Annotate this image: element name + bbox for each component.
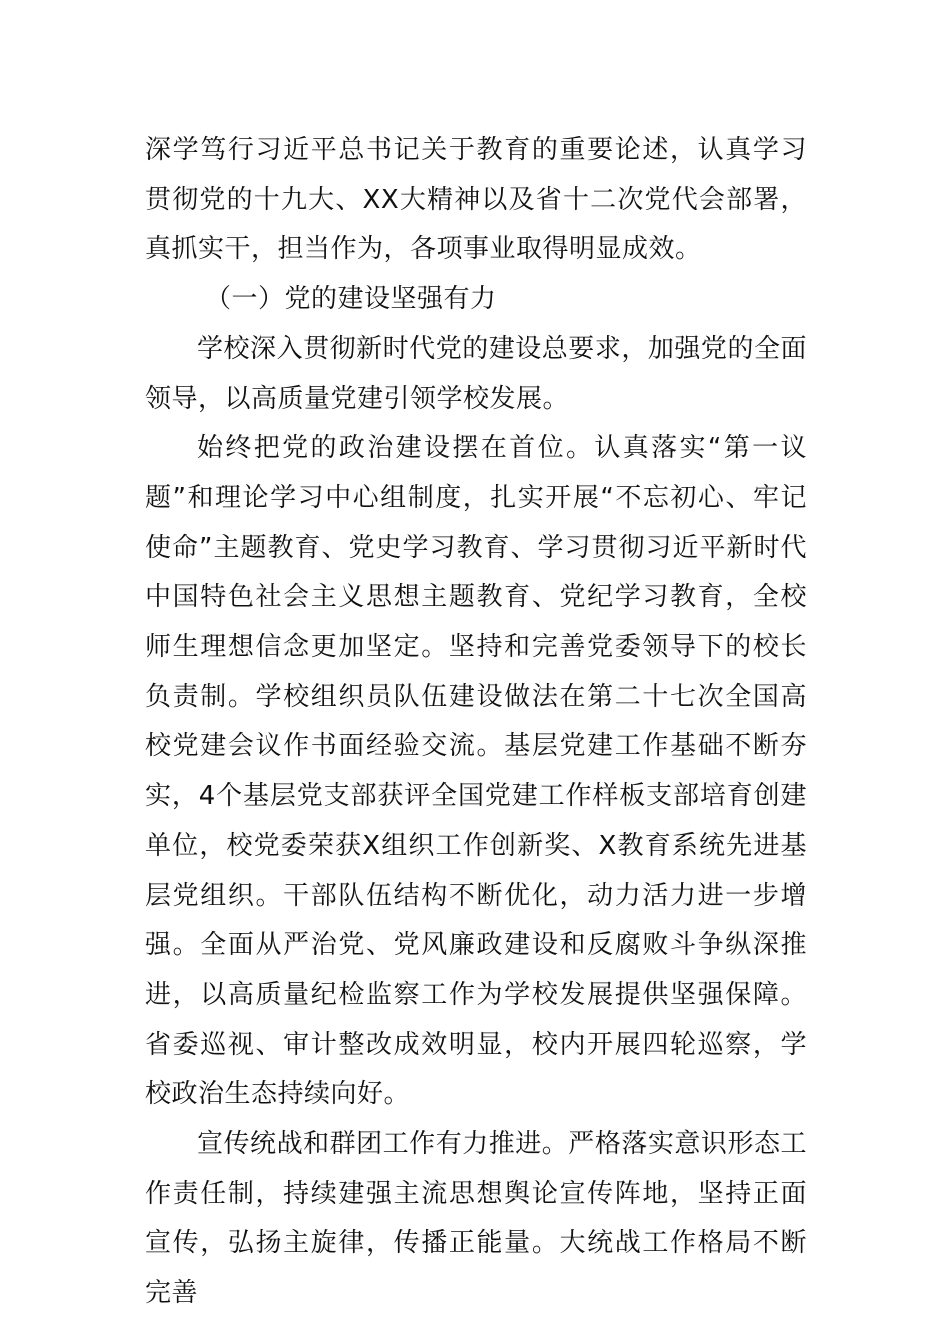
paragraph-continuation: 深学笃行习近平总书记关于教育的重要论述，认真学习贯彻党的十九大、XX大精神以及省十二次党代会部署，真抓实干，担当作为，各项事业取得明显成效。: [145, 135, 807, 265]
paragraph-political-construction: 始终把党的政治建设摆在首位。认真落实“第一议题”和理论学习中心组制度，扎实开展“不忘初心、牢记使命”主题教育、党史学习教育、学习贯彻习近平新时代中国特色社会主义思想主题教育、党纪学习教育，全校师生理想信念更加坚定。坚持和完善党委领导下的校长负责制。学校组织员队伍建设做法在第二十七次全国高校党建会议作书面经验交流。基层党建工作基础不断夯实，4个基层党支部获评全国党建工作样板支部培育创建单位，校党委荣获X组织工作创新奖、X教育系统先进基层党组织。干部队伍结构不断优化，动力活力进一步增强。全面从严治党、党风廉政建设和反腐败斗争纵深推进，以高质量纪检监察工作为学校发展提供坚强保障。省委巡视、审计整改成效明显，校内开展四轮巡察，学校政治生态持续向好。: [145, 433, 807, 1110]
document-body: [145, 126, 807, 1319]
paragraph-intro: 学校深入贯彻新时代党的建设总要求，加强党的全面领导，以高质量党建引领学校发展。: [145, 333, 807, 414]
paragraph-publicity-united-front: 宣传统战和群团工作有力推进。严格落实意识形态工作责任制，持续建强主流思想舆论宣传阵地，坚持正面宣传，弘扬主旋律，传播正能量。大统战工作格局不断完善: [145, 1129, 807, 1309]
section-heading: （一）党的建设坚强有力: [205, 284, 497, 315]
